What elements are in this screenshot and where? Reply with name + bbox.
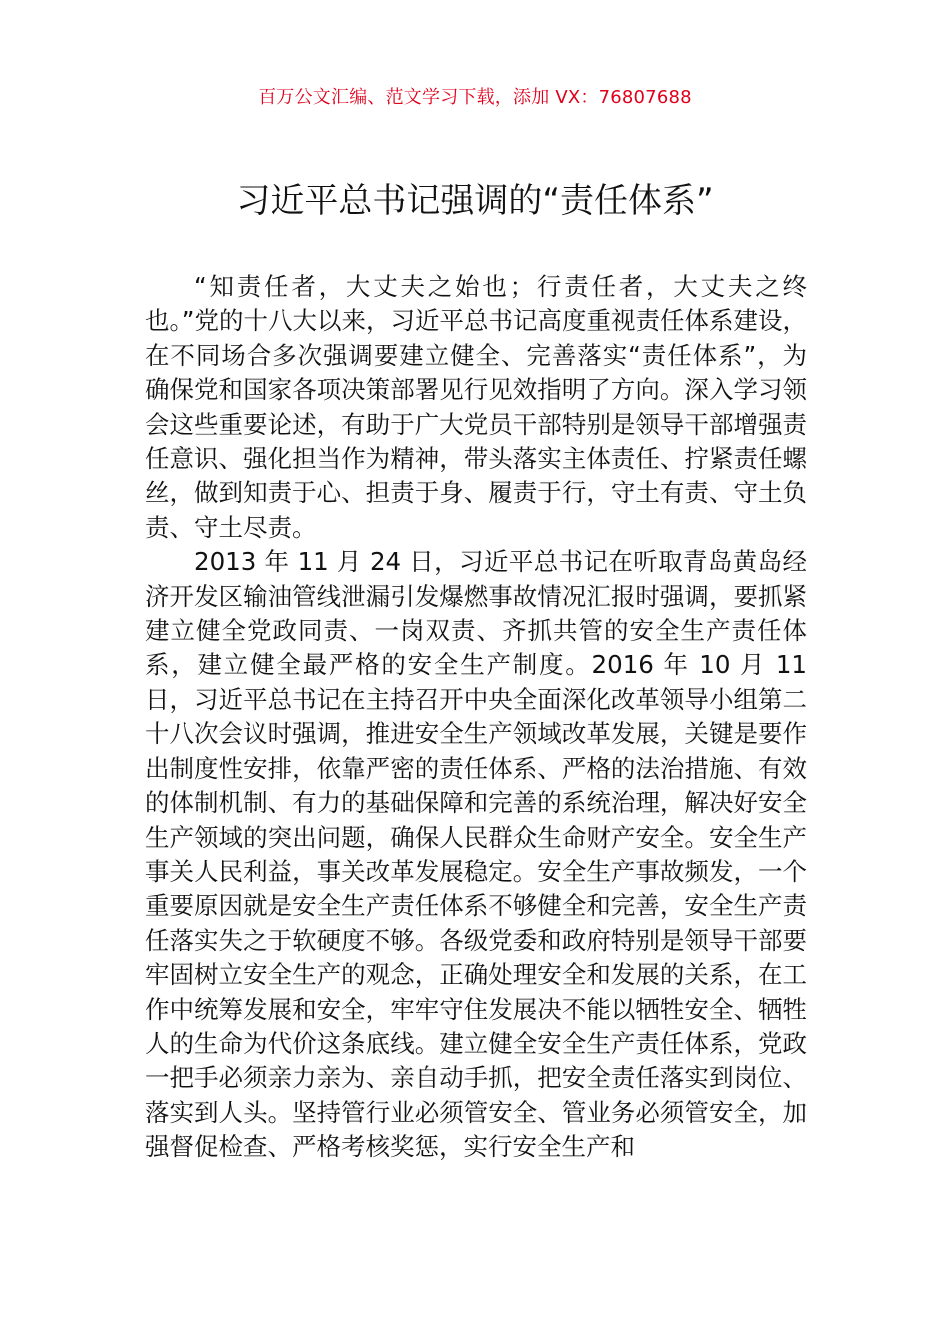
paragraph-safety-production: 2013 年 11 月 24 日，习近平总书记在听取青岛黄岛经济开发区输油管线泄漏引发爆燃事故情况汇报时强调，要抓紧建立健全党政同责、一岗双责、齐抓共管的安全生产责任体系，建立健全最严格的安全生产制度。2016 年 10 月 11 日，习近平总书记在主持召开中央全面深化改革领导小组第二十八次会议时强调，推进安全生产领域改革发展，关键是要作出制度性安排，依靠严密的责任体系、严格的法治措施、有效的体制机制、有力的基础保障和完善的系统治理，解决好安全生产领域的突出问题，确保人民群众生命财产安全。安全生产事关人民利益，事关改革发展稳定。安全生产事故频发，一个重要原因就是安全生产责任体系不够健全和完善，安全生产责任落实失之于软硬度不够。各级党委和政府特别是领导干部要牢固树立安全生产的观念，正确处理安全和发展的关系，在工作中统筹发展和安全，牢牢守住发展决不能以牺牲安全、牺牲人的生命为代价这条底线。建立健全安全生产责任体系，党政一把手必须亲力亲为、亲自动手抓，把安全责任落实到岗位、落实到人头。坚持管行业必须管安全、管业务必须管安全，加强督促检查、严格考核奖惩，实行安全生产和 bbox=[145, 547, 807, 1162]
document-body bbox=[145, 270, 807, 1165]
paragraph-intro: “知责任者，大丈夫之始也；行责任者，大丈夫之终也。”党的十八大以来，习近平总书记高度重视责任体系建设，在不同场合多次强调要建立健全、完善落实“责任体系”，为确保党和国家各项决策部署见行见效指明了方向。深入学习领会这些重要论述，有助于广大党员干部特别是领导干部增强责任意识、强化担当作为精神，带头落实主体责任、拧紧责任螺丝，做到知责于心、担责于身、履责于行，守土有责、守土负责、守土尽责。 bbox=[145, 272, 807, 542]
promo-banner: 百万公文汇编、范文学习下载，添加 VX：76807688 bbox=[258, 87, 692, 108]
document-title: 习近平总书记强调的“责任体系” bbox=[236, 181, 714, 221]
